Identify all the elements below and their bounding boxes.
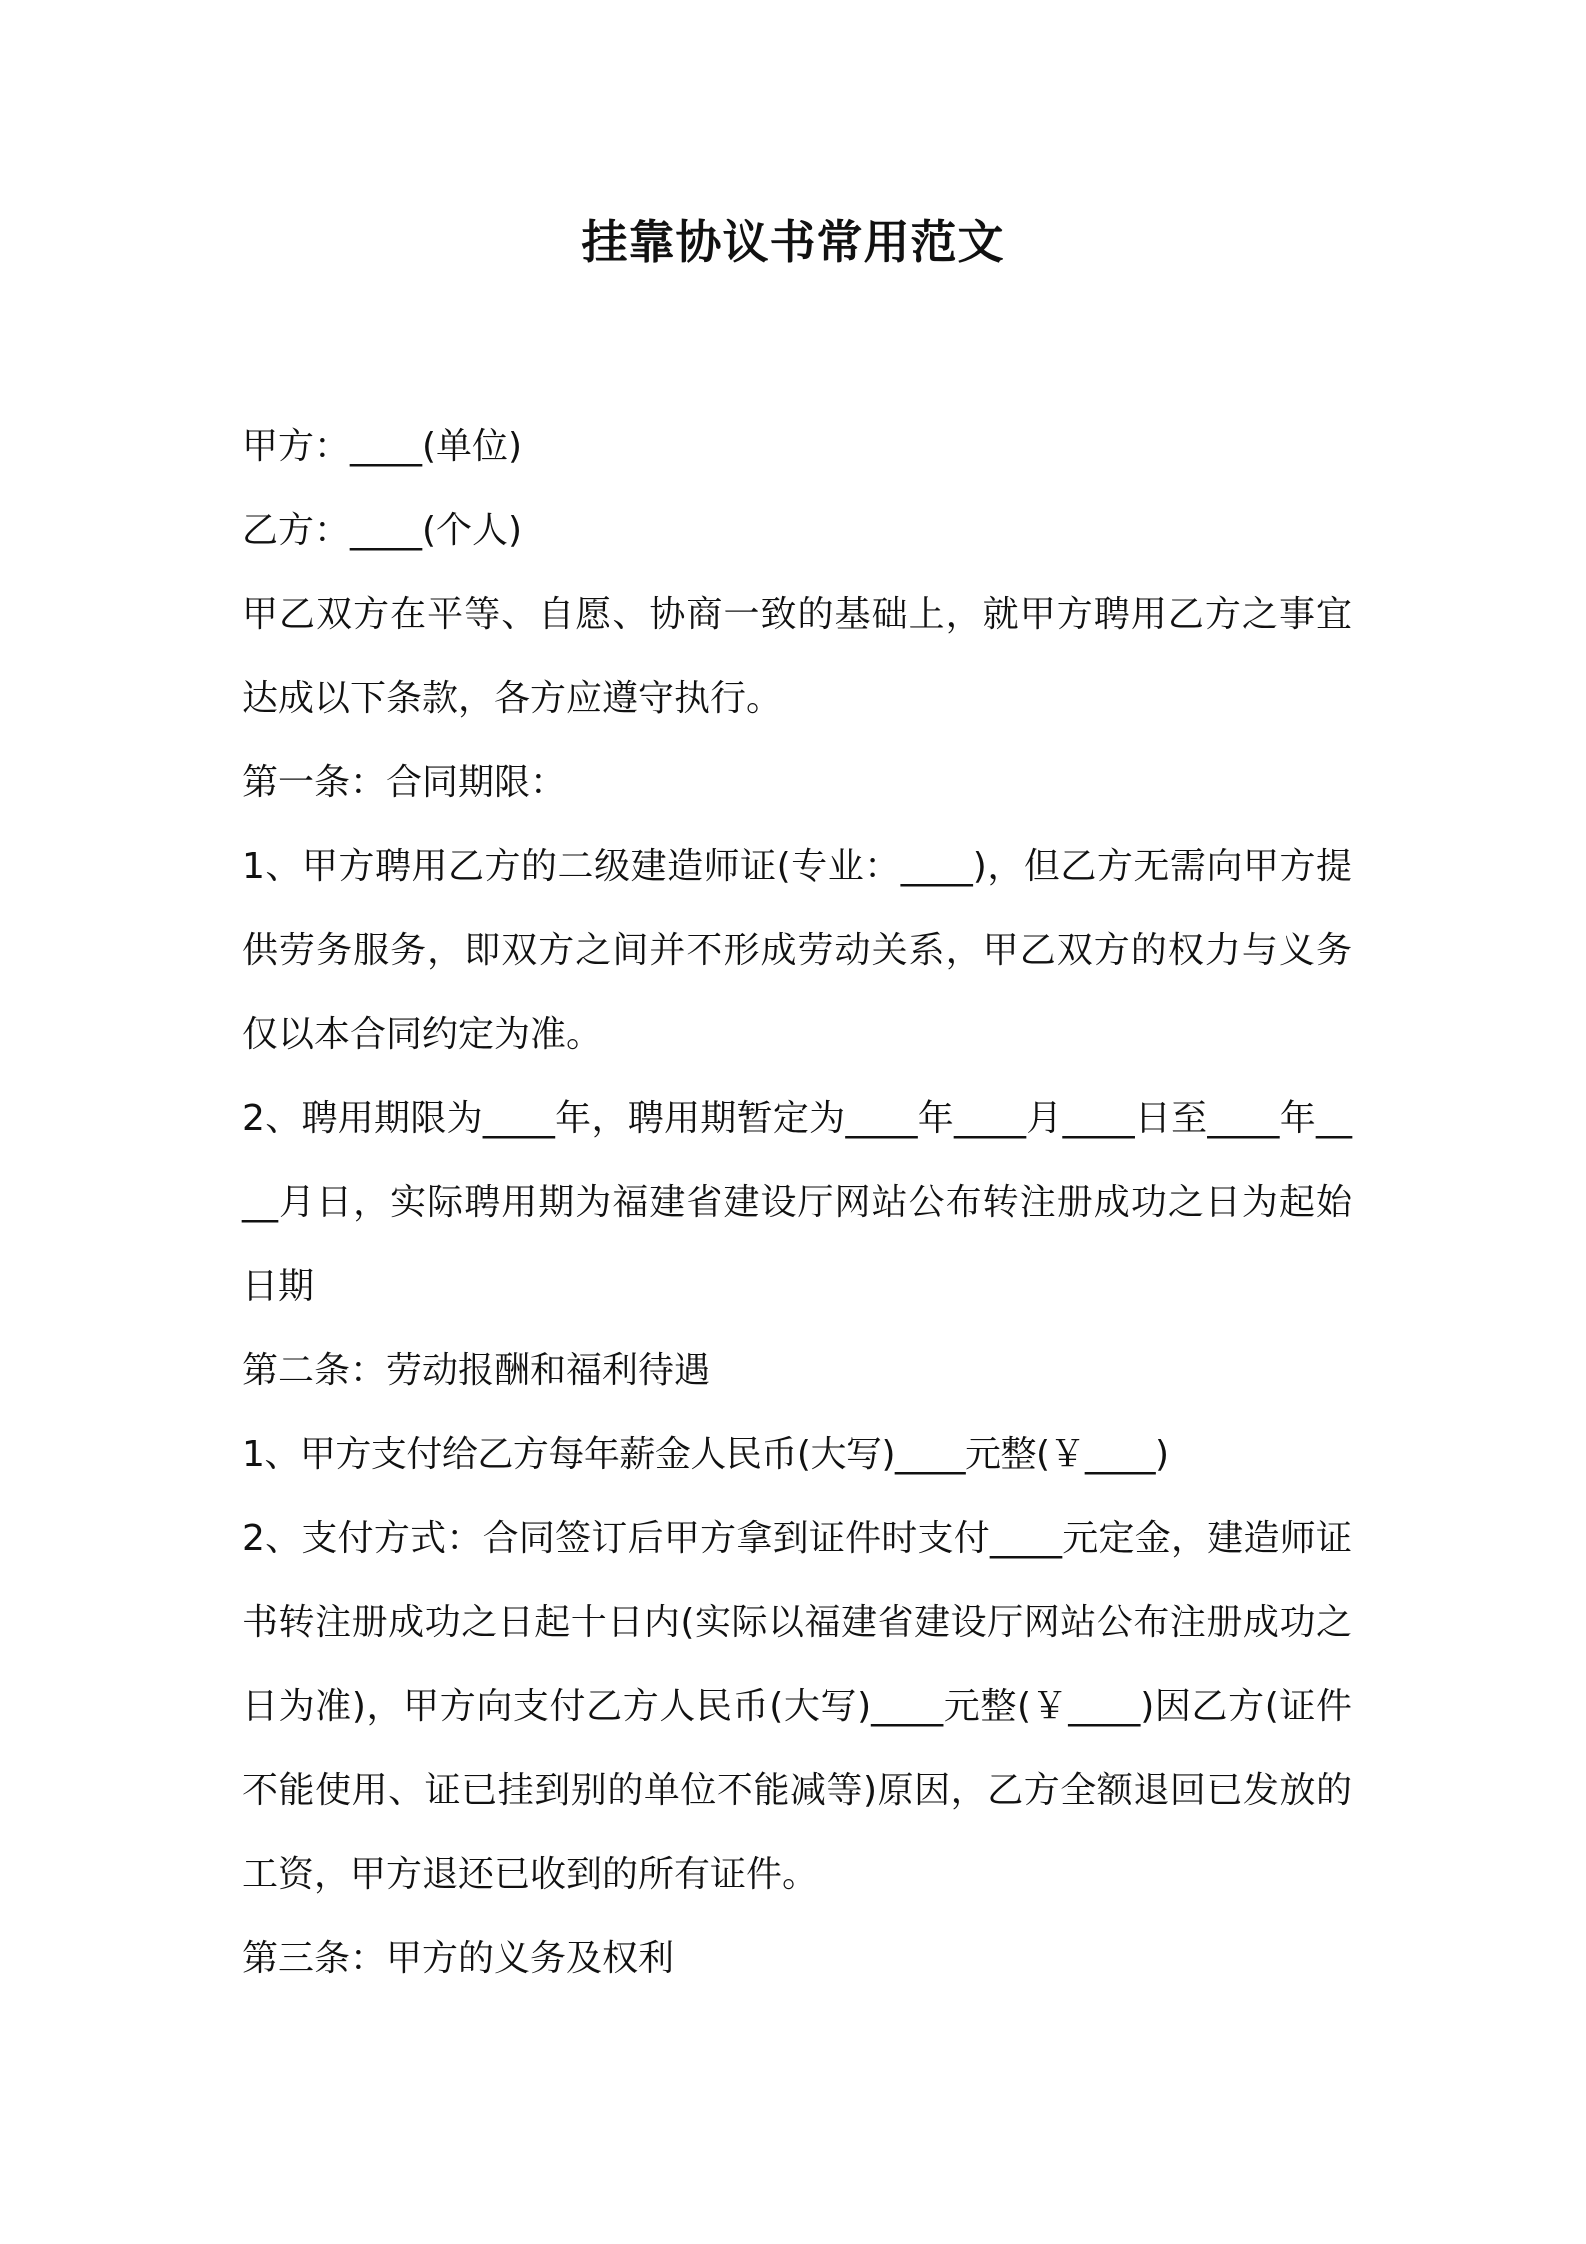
party-b-line: 乙方：____(个人) [242, 510, 523, 551]
article-2-heading: 第二条：劳动报酬和福利待遇 [242, 1350, 711, 1391]
preamble-paragraph: 甲乙双方在平等、自愿、协商一致的基础上，就甲方聘用乙方之事宜达成以下条款，各方应遵守执行。 [242, 594, 1352, 719]
article-1-clause-2: 2、聘用期限为____年，聘用期暂定为____年____月____日至____年____月日，实际聘用期为福建省建设厅网站公布转注册成功之日为起始日期 [242, 1098, 1352, 1307]
article-2-clause-2: 2、支付方式：合同签订后甲方拿到证件时支付____元定金，建造师证书转注册成功之日起十日内(实际以福建省建设厅网站公布注册成功之日为准)，甲方向支付乙方人民币(大写)____元整(￥____)因乙方(证件不能使用、证已挂到别的单位不能减等)原因，乙方全额退回已发放的工资，甲方退还已收到的所有证件。 [242, 1518, 1352, 1895]
document-title: 挂靠协议书常用范文 [581, 215, 1005, 269]
article-1-clause-1: 1、甲方聘用乙方的二级建造师证(专业：____)，但乙方无需向甲方提供劳务服务，即双方之间并不形成劳动关系，甲乙双方的权力与义务仅以本合同约定为准。 [242, 846, 1352, 1055]
document-body [242, 405, 1352, 2001]
article-1-heading: 第一条：合同期限： [242, 762, 567, 803]
article-2-clause-1: 1、甲方支付给乙方每年薪金人民币(大写)____元整(￥____) [242, 1434, 1169, 1475]
party-a-line: 甲方：____(单位) [242, 426, 523, 467]
article-3-heading: 第三条：甲方的义务及权利 [242, 1938, 675, 1979]
